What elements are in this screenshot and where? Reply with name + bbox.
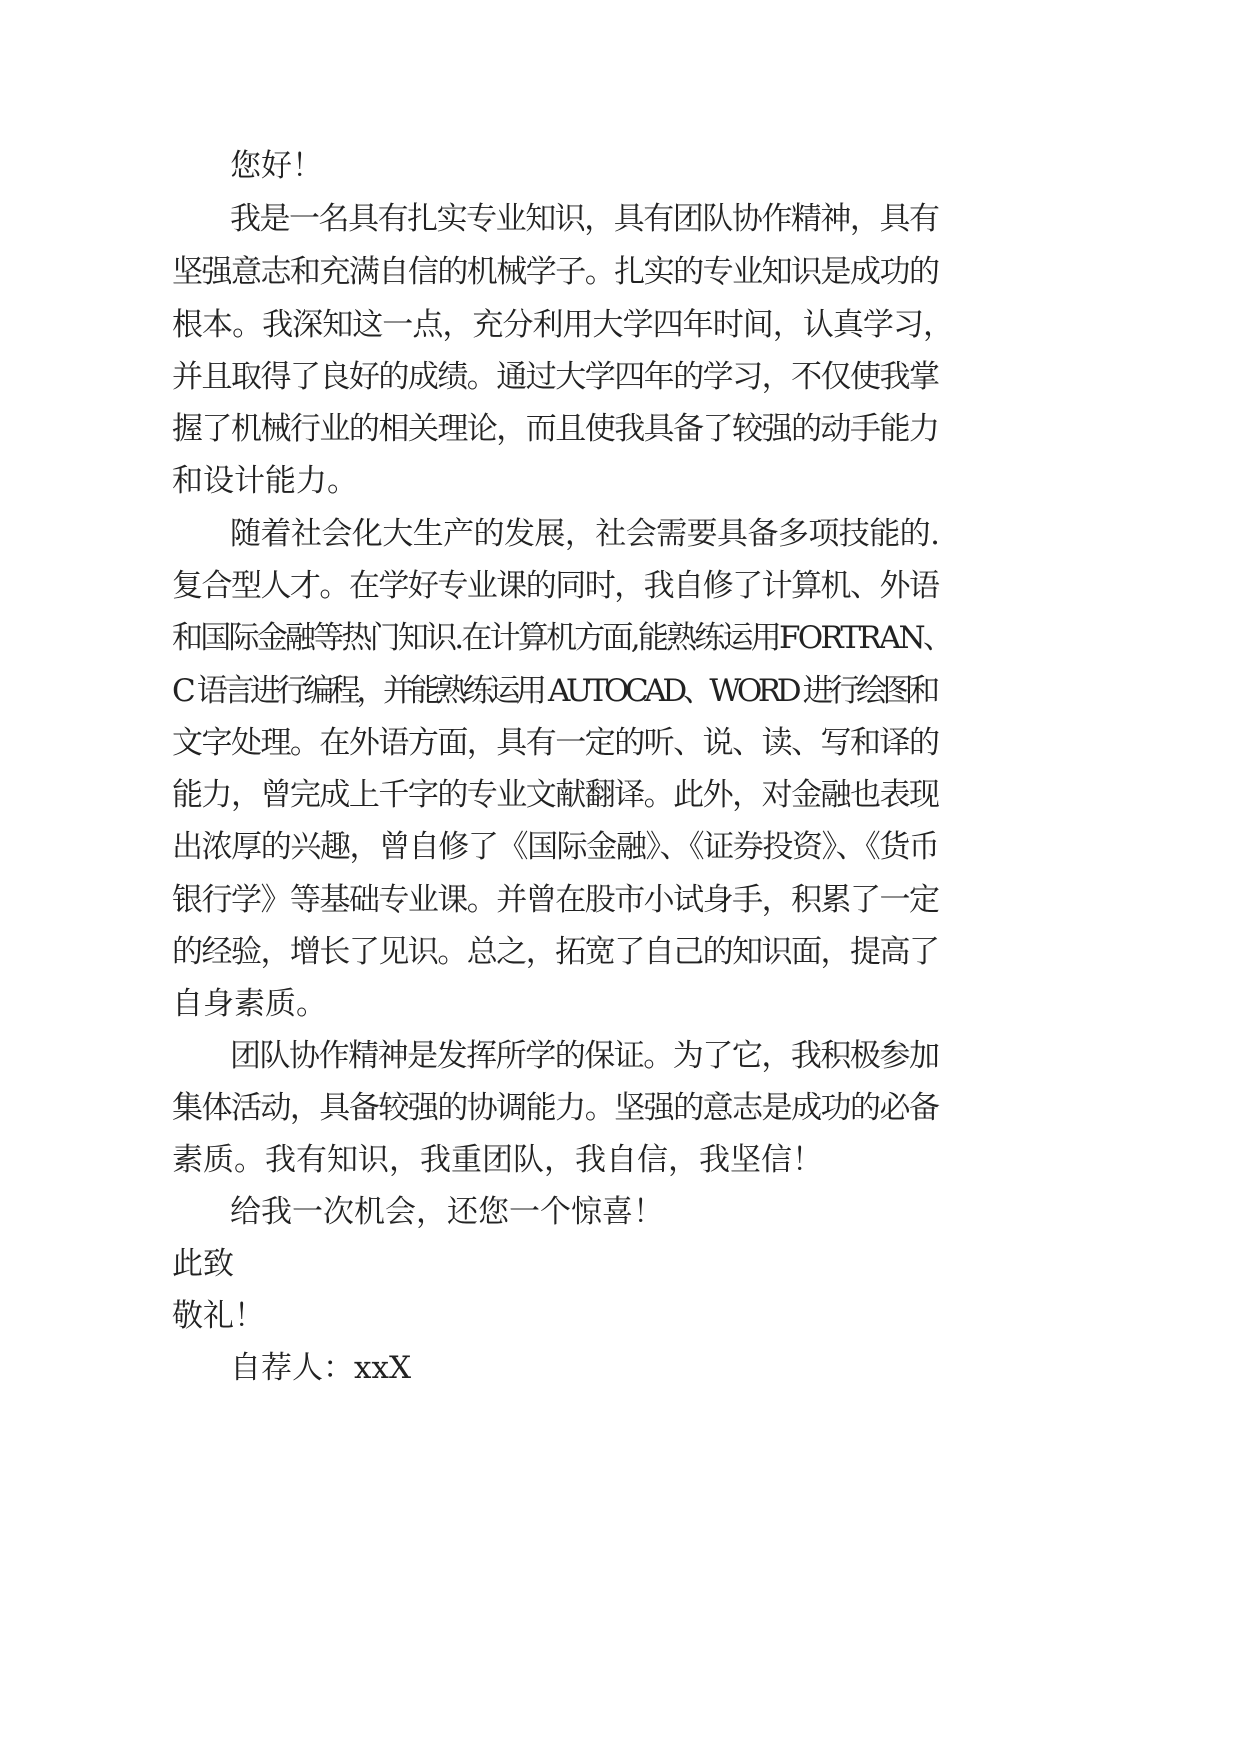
paragraph-2-line: 能力，曾完成上千字的专业文献翻译。此外，对金融也表现 [172,777,939,813]
paragraph-2-line: 和国际金融等热门知识.在计算机方面,能熟练运用FORTRAN、 [172,620,952,656]
paragraph-1-line: 坚强意志和充满自信的机械学子。扎实的专业知识是成功的 [172,254,939,290]
salutation-respectfully: 此致 [172,1246,234,1282]
paragraph-2-line: C 语言进行编程，并能熟练运用 AUTOCAD、WORD 进行绘图和 [172,673,936,709]
paragraph-1-line: 和设计能力。 [172,463,358,499]
paragraph-3-line: 团队协作精神是发挥所学的保证。为了它，我积极参加 [230,1038,939,1074]
paragraph-2-line: 复合型人才。在学好专业课的同时，我自修了计算机、外语 [172,568,939,604]
paragraph-2-line: 自身素质。 [172,986,327,1022]
paragraph-1-line: 我是一名具有扎实专业知识，具有团队协作精神，具有 [230,201,939,237]
paragraph-1-line: 并且取得了良好的成绩。通过大学四年的学习，不仅使我掌 [172,359,939,395]
signature: 自荐人：xxX [230,1350,412,1386]
paragraph-2-line: 随着社会化大生产的发展，社会需要具备多项技能的. [230,516,940,552]
salutation-regards: 敬礼！ [172,1298,265,1334]
paragraph-2-line: 出浓厚的兴趣，曾自修了《国际金融》、《证券投资》、《货币 [172,829,939,865]
paragraph-3-line: 集体活动，具备较强的协调能力。坚强的意志是成功的必备 [172,1090,939,1126]
paragraph-1-line: 握了机械行业的相关理论，而且使我具备了较强的动手能力 [172,411,939,447]
paragraph-2-line: 文字处理。在外语方面，具有一定的听、说、读、写和译的 [172,725,939,761]
closing-line: 给我一次机会，还您一个惊喜！ [230,1194,664,1230]
paragraph-1-line: 根本。我深知这一点，充分利用大学四年时间，认真学习， [172,307,954,343]
paragraph-2-line: 银行学》等基础专业课。并曾在股市小试身手，积累了一定 [172,882,939,918]
paragraph-2-line: 的经验，增长了见识。总之，拓宽了自己的知识面，提高了 [172,934,939,970]
greeting: 您好！ [230,148,323,184]
paragraph-3-line: 素质。我有知识，我重团队，我自信，我坚信！ [172,1142,823,1178]
